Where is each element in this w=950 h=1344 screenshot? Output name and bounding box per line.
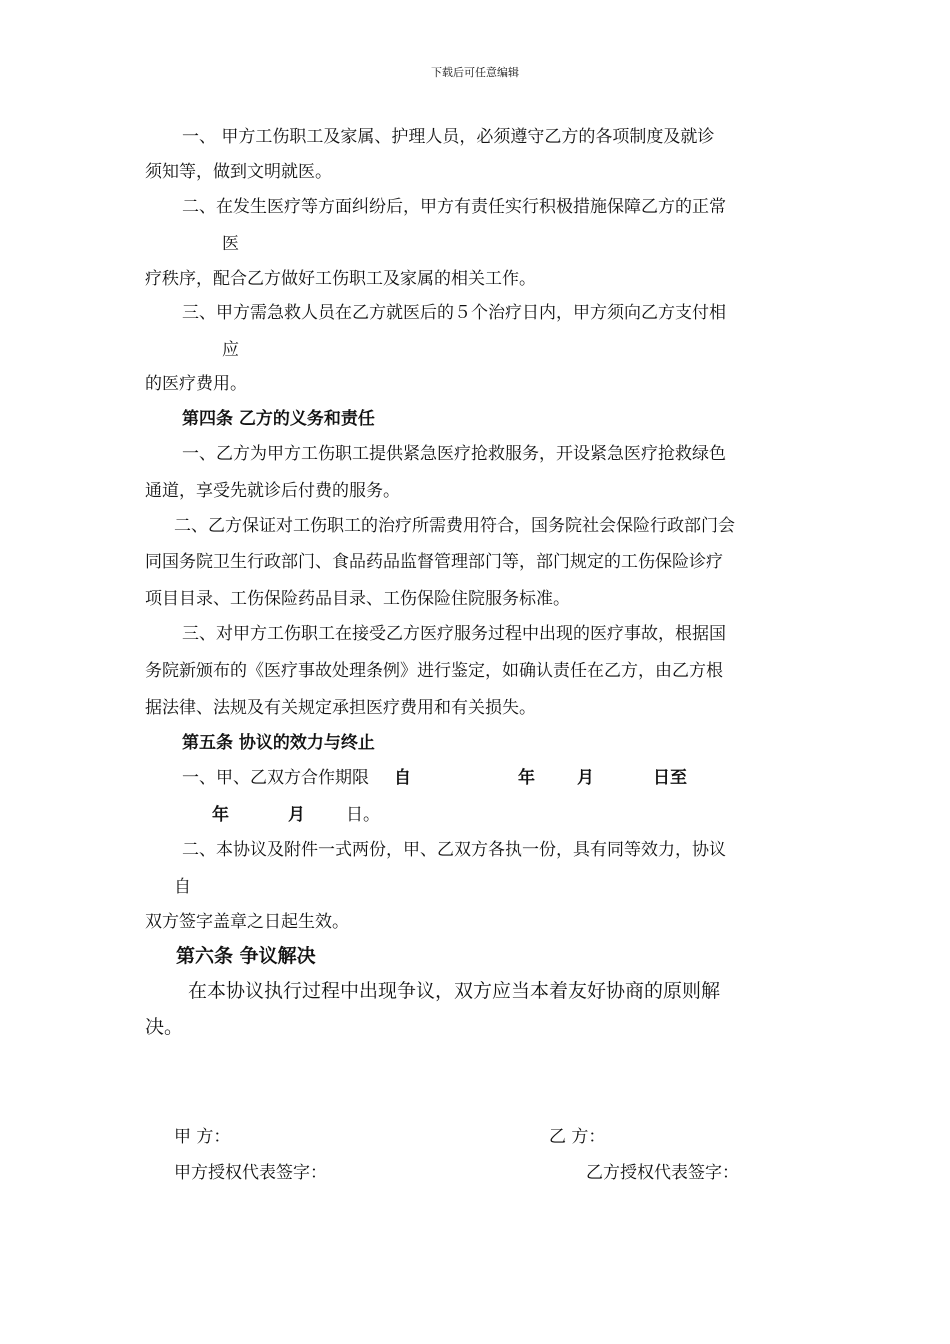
- s4-title: 第四条 乙方的义务和责任: [182, 409, 375, 429]
- party-b-representative-label: 乙方授权代表签字：: [586, 1163, 739, 1183]
- s5-title: 第五条 协议的效力与终止: [182, 733, 375, 753]
- s3-paragraph-1-line-2: 须知等，做到文明就医。: [145, 162, 332, 182]
- party-b-label: 乙 方：: [549, 1127, 606, 1147]
- s3-paragraph-3-line-2: 应: [222, 340, 239, 360]
- s4-paragraph-3-line-3: 据法律、法规及有关规定承担医疗费用和有关损失。: [145, 698, 536, 718]
- s4-paragraph-3-line-1: 三、对甲方工伤职工在接受乙方医疗服务过程中出现的医疗事故，根据国: [182, 624, 726, 644]
- s4-paragraph-1-line-2: 通道，享受先就诊后付费的服务。: [145, 481, 400, 501]
- s4-paragraph-3-line-2: 务院新颁布的《医疗事故处理条例》进行鉴定，如确认责任在乙方，由乙方根: [145, 661, 723, 681]
- s4-paragraph-2-line-1: 二、乙方保证对工伤职工的治疗所需费用符合，国务院社会保险行政部门会: [174, 516, 735, 536]
- party-a-label: 甲 方：: [174, 1127, 231, 1147]
- s3-paragraph-2-line-1: 二、在发生医疗等方面纠纷后，甲方有责任实行积极措施保障乙方的正常: [182, 197, 726, 217]
- s5-term-day-2: 日。: [346, 805, 380, 825]
- s5-paragraph-2-line-3: 双方签字盖章之日起生效。: [145, 912, 349, 932]
- party-a-representative-label: 甲方授权代表签字：: [174, 1163, 327, 1183]
- s5-term-month-2: 月: [288, 805, 305, 825]
- s6-paragraph-line-1: 在本协议执行过程中出现争议，双方应当本着友好协商的原则解: [188, 980, 721, 1002]
- s3-paragraph-2-line-3: 疗秩序，配合乙方做好工伤职工及家属的相关工作。: [145, 269, 536, 289]
- s5-paragraph-2-line-1: 二、本协议及附件一式两份，甲、乙双方各执一份，具有同等效力，协议: [182, 840, 726, 860]
- s3-paragraph-2-line-2: 医: [222, 234, 239, 254]
- s5-term-day-to: 日至: [653, 768, 687, 788]
- s5-term-from: 自: [394, 768, 411, 788]
- page-header: 下载后可任意编辑: [431, 66, 519, 79]
- s3-paragraph-3-line-3: 的医疗费用。: [145, 374, 247, 394]
- s5-term-year-2: 年: [212, 805, 229, 825]
- s4-paragraph-1-line-1: 一、乙方为甲方工伤职工提供紧急医疗抢救服务，开设紧急医疗抢救绿色: [182, 444, 726, 464]
- s6-title: 第六条 争议解决: [176, 945, 316, 967]
- s4-paragraph-2-line-3: 项目目录、工伤保险药品目录、工伤保险住院服务标准。: [145, 589, 570, 609]
- s3-paragraph-1-line-1: 一、 甲方工伤职工及家属、护理人员，必须遵守乙方的各项制度及就诊: [182, 127, 715, 147]
- s5-term-year-1: 年: [518, 768, 535, 788]
- s5-term-month-1: 月: [577, 768, 594, 788]
- s6-paragraph-line-2: 决。: [145, 1016, 184, 1038]
- s4-paragraph-2-line-2: 同国务院卫生行政部门、食品药品监督管理部门等，部门规定的工伤保险诊疗: [145, 552, 723, 572]
- s5-term-prefix: 一、甲、乙双方合作期限: [182, 768, 369, 788]
- s5-paragraph-2-line-2: 自: [174, 877, 191, 897]
- s3-paragraph-3-line-1: 三、甲方需急救人员在乙方就医后的５个治疗日内，甲方须向乙方支付相: [182, 303, 726, 323]
